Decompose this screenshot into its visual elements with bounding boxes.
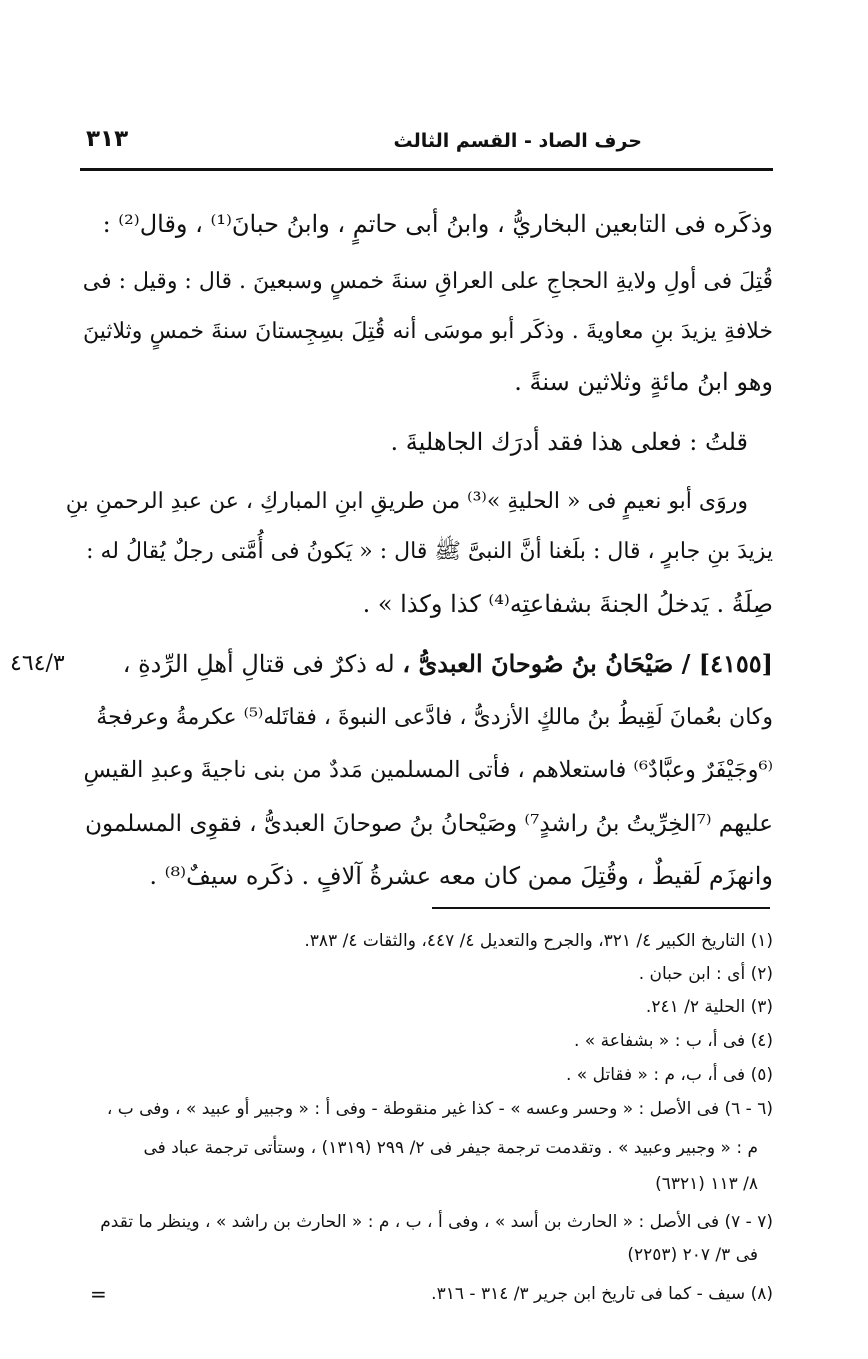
footnote-rule (432, 907, 770, 909)
body-line: قُتِلَ فى أولِ ولايةِ الحجاجِ على العراقِ سنةَ خمسٍ وسبعينَ . قال : وقيل : فى (82, 269, 773, 294)
entry-heading-rest: له ذكرٌ فى قتالِ أهلِ الرِّدةِ ، (122, 650, 395, 678)
body-line: صِلَةُ . يَدخلُ الجنةَ بشفاعتِه⁽⁴⁾ كذا وكذا » . (362, 590, 773, 618)
body-line: وروَى أبو نعيمٍ فى « الحليةِ »⁽³⁾ من طريقِ ابنِ المباركِ ، عن عبدِ الرحمنِ بنِ (65, 489, 748, 514)
footnote: (٥) فى أ، ب، م : « فقاتل » . (565, 1065, 773, 1085)
continuation-mark: = (90, 1282, 107, 1306)
footnote: (٧ - ٧) فى الأصل : « الحارث بن أسد » ، وفى أ ، ب ، م : « الحارث بن راشد » ، وينظر ما تقدم (100, 1212, 773, 1232)
body-line: يزيدَ بنِ جابرٍ ، قال : بلَغنا أنَّ النبىَّ ﷺ قال : « يَكونُ فى أُمَّتى رجلٌ يُقالُ له : (86, 539, 773, 564)
body-line: وهو ابنُ مائةٍ وثلاثين سنةً . (514, 368, 773, 396)
footnote: (٨) سيف - كما فى تاريخ ابن جرير ٣/ ٣١٤ - ٣١٦. (431, 1284, 773, 1304)
footnote: (٣) الحلية ٢/ ٢٤١. (645, 997, 773, 1017)
entry-line: وانهزَم لَقيطٌ ، وقُتِلَ ممن كان معه عشرةُ آلافٍ . ذكَره سيفٌ⁽⁸⁾ . (149, 862, 773, 890)
body-line: خلافةِ يزيدَ بنِ معاويةَ . وذكَر أبو موسَى أنه قُتِلَ بسِجِستانَ سنةَ خمسٍ وثلاثينَ (83, 319, 773, 344)
entry-line: ⁽⁶وجَيْفَرٌ وعبَّادٌ⁶⁾ فاستعلاهم ، فأتى المسلمين مَددٌ من بنى ناجيةَ وعبدِ القيسِ (83, 757, 773, 783)
footnote: م : « وجبير وعبيد » . وتقدمت ترجمة جيفر فى ٢/ ٢٩٩ (١٣١٩) ، وستأتى ترجمة عباد فى (143, 1138, 758, 1158)
body-line: قلتُ : فعلى هذا فقد أدرَك الجاهليةَ . (390, 428, 748, 456)
entry-line: وكان بعُمانَ لَقِيطُ بنُ مالكٍ الأزدىُّ ، فادَّعى النبوةَ ، فقاتَله⁽⁵⁾ عكرمةُ وعرفجةُ (96, 705, 773, 730)
header-rule (80, 168, 773, 171)
footnote: (٦ - ٦) فى الأصل : « وحسر وعسه » - كذا غير منقوطة - وفى أ : « وجبير أو عبيد » ، وفى ب ، (106, 1099, 773, 1119)
footnote: (٢) أى : ابن حبان . (638, 964, 773, 984)
running-title: حرف الصاد - القسم الثالث (393, 130, 642, 152)
footnote: (٤) فى أ، ب : « بشفاعة » . (573, 1031, 773, 1051)
entry-heading: [٤١٥٥] / صَيْحَانُ بنُ صُوحانَ العبدىُّ ، (402, 649, 773, 678)
page-number: ٣١٣ (86, 126, 129, 152)
footnote: (١) التاريخ الكبير ٤/ ٣٢١، والجرح والتعديل ٤/ ٤٤٧، والثقات ٤/ ٣٨٣. (304, 931, 773, 951)
entry-line: عليهم ⁽⁷الخِرِّيتُ بنُ راشدٍ⁷⁾ وصَيْحانُ بنُ صوحانَ العبدىُّ ، فقوِى المسلمون (85, 811, 773, 837)
footnote: ٨/ ١١٣ (٦٣٢١) (655, 1174, 758, 1194)
side-reference: ٤٦٤/٣ (10, 651, 65, 676)
entry-heading-line (123, 646, 773, 682)
body-line: وذكَره فى التابعين البخاريُّ ، وابنُ أبى حاتمٍ ، وابنُ حبانَ⁽¹⁾ ، وقال⁽²⁾ : (102, 210, 773, 238)
running-header (80, 126, 772, 158)
footnote: فى ٣/ ٢٠٧ (٢٢٥٣) (627, 1245, 758, 1265)
